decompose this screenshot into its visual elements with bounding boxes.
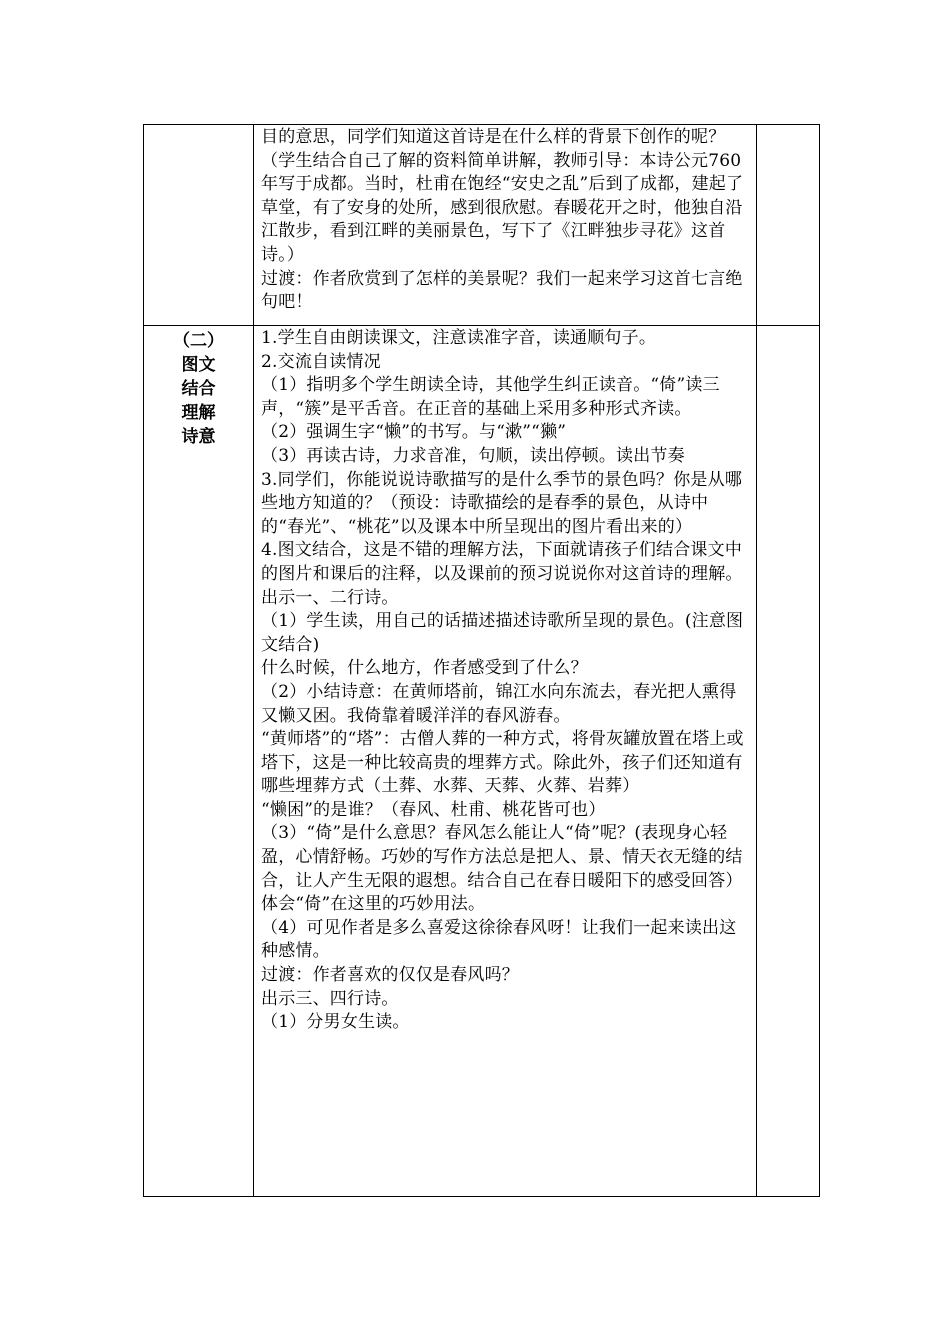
stage-label [144, 125, 253, 128]
content-cell [254, 326, 757, 1197]
content-text [254, 125, 756, 315]
paragraph: （1）指明多个学生朗读全诗，其他学生纠正读音。“倚”读三声，“簇”是平舌音。在正音的基础上采用多种形式齐读。 [261, 375, 720, 419]
lesson-plan-body [144, 125, 820, 1197]
paragraph: （1）学生读，用自己的话描述描述诗歌所呈现的景色。(注意图文结合) [261, 611, 744, 655]
paragraph: 3.同学们，你能说说诗歌描写的是什么季节的景色吗？你是从哪些地方知道的？（预设：诗歌描绘的是春季的景色，从诗中的“春光”、“桃花”以及课本中所呈现出的图片看出来的） [261, 469, 743, 537]
paragraph: 2.交流自读情况 [261, 351, 381, 372]
content-cell [254, 125, 757, 326]
note-text [757, 326, 819, 327]
stage-cell [144, 326, 254, 1197]
paragraph: 什么时候，什么地方，作者感受到了什么？ [261, 658, 588, 679]
stage-label-line: 理解 [181, 403, 216, 423]
paragraph: （4）可见作者是多么喜爱这徐徐春风呀！让我们一起来读出这种感情。 [261, 917, 737, 962]
paragraph: （3）再读古诗，力求音准，句顺，读出停顿。读出节奏 [261, 445, 685, 466]
paragraph: （3）“倚”是什么意思？春风怎么能让人“倚”呢？(表现身心轻盈，心情舒畅。巧妙的写作方法总是把人、景、情天衣无缝的结合，让人产生无限的遐想。结合自己在春日暖阳下的感受回答）体会“倚”在这里的巧妙用法。 [261, 823, 743, 915]
stage-label-line: （二） [173, 331, 224, 351]
note-text [757, 125, 819, 126]
paragraph: （1）分男女生读。 [261, 1012, 410, 1033]
stage-cell [144, 125, 254, 326]
paragraph: “黄师塔”的“塔”：古僧人葬的一种方式，将骨灰罐放置在塔上或塔下，这是一种比较高贵的埋葬方式。除此外，孩子们还知道有哪些埋葬方式（土葬、水葬、天葬、火葬、岩葬） [261, 729, 744, 797]
stage-label-line: 图文 [181, 355, 216, 375]
stage-label [144, 326, 253, 449]
stage-label-line: 诗意 [181, 427, 216, 447]
table-row [144, 125, 820, 326]
paragraph: 目的意思，同学们知道这首诗是在什么样的背景下创作的呢？（学生结合自己了解的资料简单讲解，教师引导：本诗公元760年写于成都。当时，杜甫在饱经“安史之乱”后到了成都，建起了草堂，有了安身的处所，感到很欣慰。春暖花开之时，他独自沿江散步，看到江畔的美丽景色，写下了《江畔独步寻花》这首诗。） [261, 127, 744, 265]
note-cell [757, 125, 820, 326]
paragraph: 过渡：作者喜欢的仅仅是春风吗？ [261, 965, 519, 986]
table-row [144, 326, 820, 1197]
paragraph: 1.学生自由朗读课文，注意读准字音，读通顺句子。 [261, 328, 657, 348]
note-cell [757, 326, 820, 1197]
paragraph: 出示三、四行诗。 [261, 988, 399, 1009]
paragraph: （2）强调生字“懒”的书写。与“漱”“獭” [261, 422, 567, 443]
paragraph: 4.图文结合，这是不错的理解方法，下面就请孩子们结合课文中的图片和课后的注释，以及课前的预习说说你对这首诗的理解。 [261, 540, 743, 584]
lesson-plan-table [143, 124, 820, 1197]
paragraph: “懒困”的是谁？（春风、杜甫、桃花皆可也） [261, 799, 606, 820]
paragraph: 出示一、二行诗。 [261, 587, 399, 608]
paragraph: 过渡：作者欣赏到了怎样的美景呢？我们一起来学习这首七言绝句吧！ [261, 268, 743, 313]
content-text [254, 326, 756, 1035]
stage-label-line: 结合 [181, 379, 216, 399]
paragraph: （2）小结诗意：在黄师塔前，锦江水向东流去，春光把人熏得又懒又困。我倚靠着暖洋洋的春风游春。 [261, 681, 737, 726]
